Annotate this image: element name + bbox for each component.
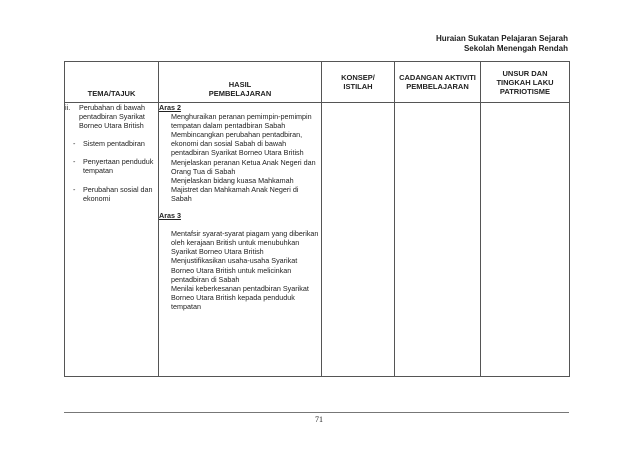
list-item: Menjustifikasikan usaha-usaha Syarikat Borneo Utara British untuk melicinkan pentadbiran di Sabah [171,256,298,284]
aras-3-title: Aras 3 [159,211,181,221]
cadangan-cell [395,103,481,377]
table-row [65,103,570,377]
tema-subitem: - Perubahan sosial dan ekonomi [65,185,158,203]
aras-2-list [159,112,321,203]
tema-subitem: - Penyertaan penduduk tempatan [65,157,158,175]
tema-cell [65,103,159,377]
column-header-konsep: KONSEP/ ISTILAH [322,62,395,103]
aras-3-list [159,229,321,311]
page-number: 71 [315,415,323,424]
unsur-cell [481,103,570,377]
tema-subitem-text: Perubahan sosial dan ekonomi [83,184,153,203]
table-header-row [65,62,570,103]
column-header-unsur: UNSUR DAN TINGKAH LAKU PATRIOTISME [481,62,570,103]
column-header-cadangan: CADANGAN AKTIVITI PEMBELAJARAN [395,62,481,103]
tema-title: Perubahan di bawah pentadbiran Syarikat Borneo Utara British [79,103,145,131]
footer-divider [64,412,569,413]
hasil-cell [159,103,322,377]
list-item: Menilai keberkesanan pentadbiran Syarikat Borneo Utara British kepada penduduk tempatan [171,283,309,311]
aras-2-title: Aras 2 [159,103,181,112]
tema-subitem-text: Penyertaan penduduk tempatan [83,157,154,176]
list-item: Menjelaskan peranan Ketua Anak Negeri dan Orang Tua di Sabah [171,157,316,176]
list-item: Menjelaskan bidang kuasa Mahkamah Majistret dan Mahkamah Anak Negeri di Sabah [171,175,299,203]
list-item: Mentafsir syarat-syarat piagam yang diberikan oleh kerajaan British untuk menubuhkan Syarikat Borneo Utara British [171,229,319,257]
document-header [436,34,568,54]
header-line-1: Huraian Sukatan Pelajaran Sejarah [435,34,568,43]
tema-number: ii. [65,103,71,112]
column-header-hasil: HASIL PEMBELAJARAN [159,62,322,103]
column-header-tema: TEMA/TAJUK [65,62,159,103]
syllabus-table [64,61,570,377]
konsep-cell [322,103,395,377]
list-item: Menghuraikan peranan pemimpin-pemimpin tempatan dalam pentadbiran Sabah [171,112,312,131]
tema-subitem: - Sistem pentadbiran [73,139,145,149]
header-line-2: Sekolah Menengah Rendah [463,44,568,53]
list-item: Membincangkan perubahan pentadbiran, ekonomi dan sosial Sabah di bawah pentadbiran Syarikat Borneo Utara British [171,130,304,158]
tema-subitem-text: Sistem pentadbiran [83,139,145,149]
